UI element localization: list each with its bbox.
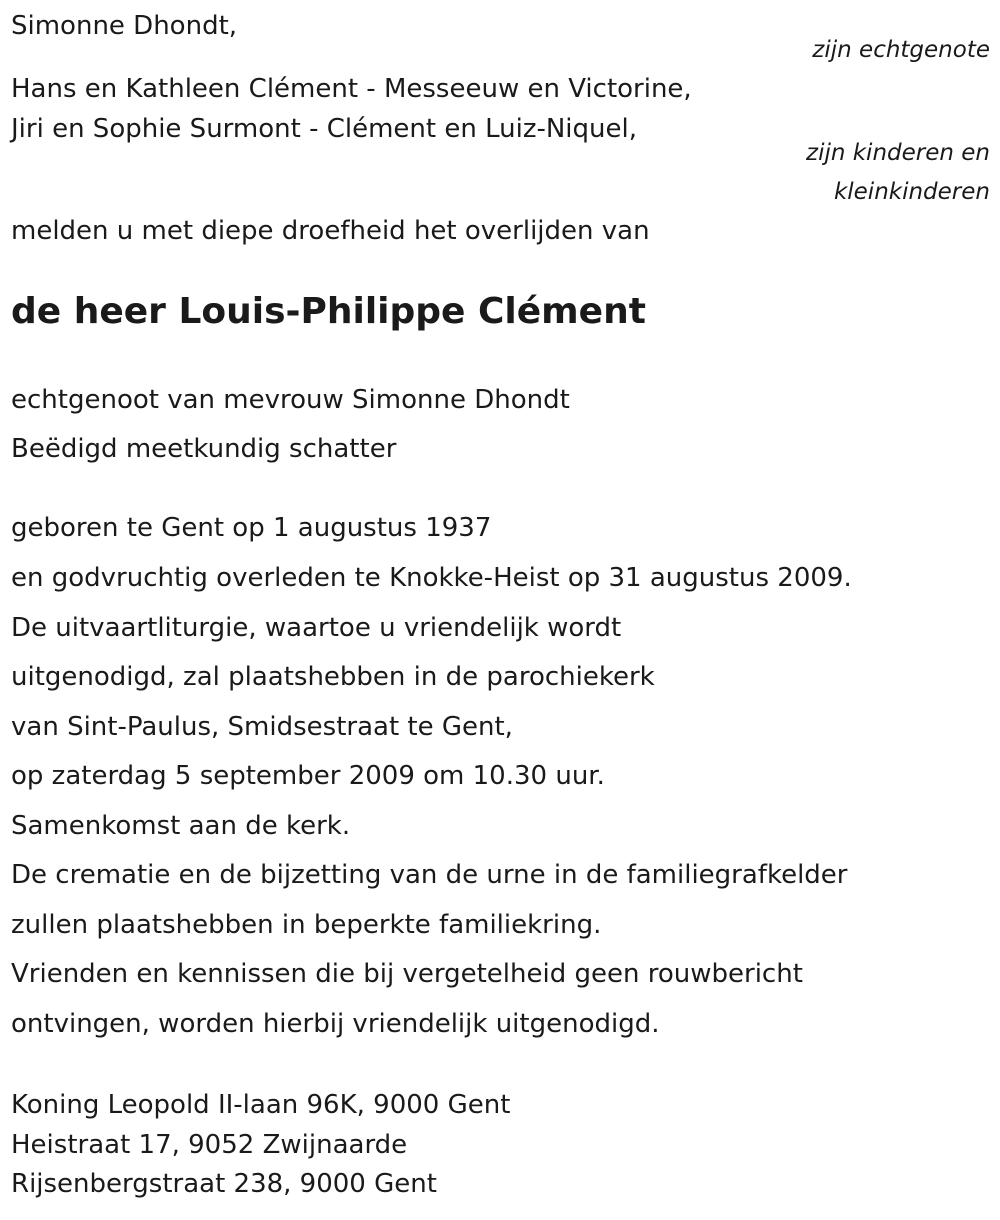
detail-line-10: Vrienden en kennissen die bij vergetelheid geen rouwbericht xyxy=(11,959,803,989)
detail-line-5: van Sint-Paulus, Smidsestraat te Gent, xyxy=(11,712,513,742)
title-line-1: echtgenoot van mevrouw Simonne Dhondt xyxy=(11,385,570,415)
children-line-2: Jiri en Sophie Surmont - Clément en Luiz-Niquel, xyxy=(11,114,637,144)
detail-line-9: zullen plaatshebben in beperkte familiekring. xyxy=(11,910,602,940)
children-line-1: Hans en Kathleen Clément - Messeeuw en Victorine, xyxy=(11,74,692,104)
detail-line-4: uitgenodigd, zal plaatshebben in de parochiekerk xyxy=(11,662,655,692)
detail-line-3: De uitvaartliturgie, waartoe u vriendelijk wordt xyxy=(11,613,622,643)
intro-text: melden u met diepe droefheid het overlijden van xyxy=(11,216,650,246)
detail-line-7: Samenkomst aan de kerk. xyxy=(11,811,351,841)
detail-line-8: De crematie en de bijzetting van de urne in de familiegrafkelder xyxy=(11,860,848,890)
spouse-role: zijn echtgenote xyxy=(812,37,990,63)
detail-line-11: ontvingen, worden hierbij vriendelijk uitgenodigd. xyxy=(11,1009,660,1039)
spouse-name: Simonne Dhondt, xyxy=(11,11,238,41)
children-role-line-2: kleinkinderen xyxy=(833,179,990,205)
address-line-1: Koning Leopold II-laan 96K, 9000 Gent xyxy=(11,1090,511,1120)
children-role-line-1: zijn kinderen en xyxy=(806,140,990,166)
title-line-2: Beëdigd meetkundig schatter xyxy=(11,434,397,464)
address-line-2: Heistraat 17, 9052 Zwijnaarde xyxy=(11,1130,408,1160)
address-line-3: Rijsenbergstraat 238, 9000 Gent xyxy=(11,1169,437,1199)
detail-line-1: geboren te Gent op 1 augustus 1937 xyxy=(11,513,492,543)
deceased-name: de heer Louis-Philippe Clément xyxy=(11,291,646,332)
detail-line-2: en godvruchtig overleden te Knokke-Heist op 31 augustus 2009. xyxy=(11,563,852,593)
detail-line-6: op zaterdag 5 september 2009 om 10.30 uur. xyxy=(11,761,605,791)
